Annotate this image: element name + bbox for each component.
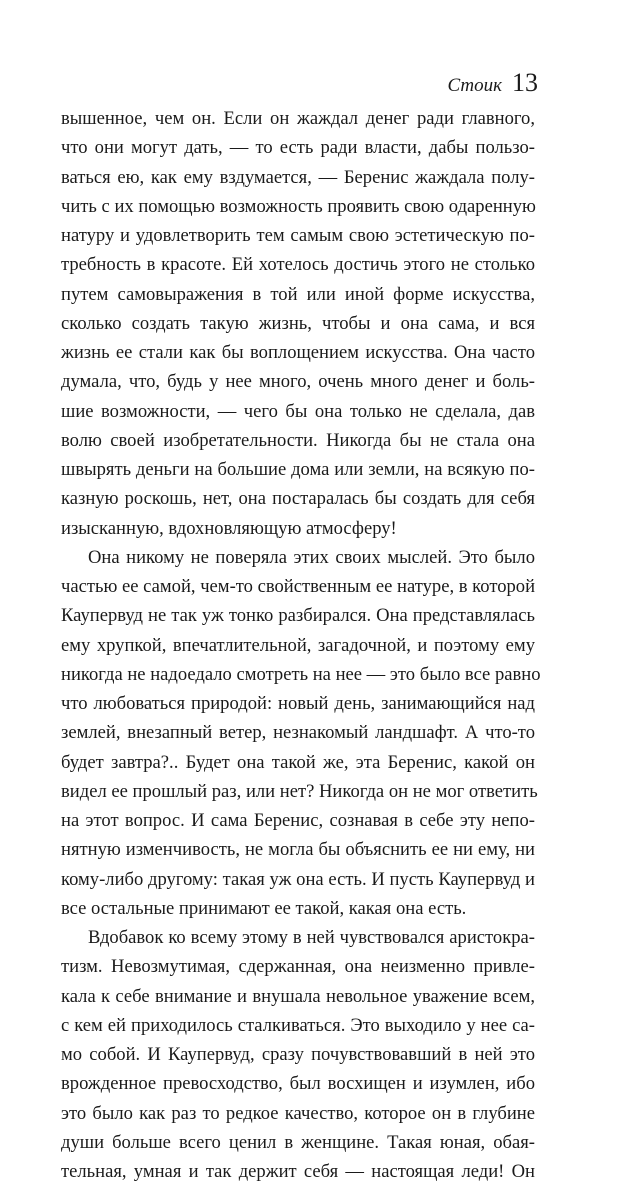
text-line: видел ее прошлый раз, или нет? Никогда он не мог ответить	[61, 780, 538, 802]
text-line: никогда не надоедало смотреть на нее — это было все равно	[61, 663, 541, 685]
text-line: тельная, умная и так держит себя — настоящая леди! Он	[61, 1161, 535, 1182]
text-line: вышенное, чем он. Если он жаждал денег ради главного,	[61, 108, 535, 129]
text-line: это было как раз то редкое качество, которое он в глубине	[61, 1102, 535, 1124]
text-line: с кем ей приходилось сталкиваться. Это выходило у нее са-	[61, 1014, 535, 1036]
text-line: что они могут дать, — то есть ради власти, дабы пользо-	[61, 137, 535, 159]
paragraph-last-line: все остальные принимают ее такой, какая она есть.	[61, 897, 467, 919]
text-line: врожденное превосходство, был восхищен и изумлен, ибо	[61, 1073, 535, 1095]
paragraph-first-line: Она никому не поверяла этих своих мыслей. Это было	[88, 546, 535, 568]
paragraph-last-line: изысканную, вдохновляющую атмосферу!	[61, 517, 397, 539]
text-line: натуру и удовлетворить тем самым свою эстетическую по-	[61, 225, 535, 246]
text-line: чить с их помощью возможность проявить свою одаренную	[61, 195, 536, 217]
text-line: на этот вопрос. И сама Беренис, сознавая в себе эту непо-	[61, 810, 535, 831]
text-line: тизм. Невозмутимая, сдержанная, она неизменно привле-	[61, 956, 535, 978]
text-line: будет завтра?.. Будет она такой же, эта Беренис, какой он	[61, 751, 535, 773]
text-line: волю своей изобретательности. Никогда бы не стала она	[61, 429, 535, 451]
text-line: кала к себе внимание и внушала невольное уважение всем,	[61, 985, 535, 1007]
text-line: Каупервуд не так уж тонко разбирался. Она представлялась	[61, 605, 535, 627]
page-number: 13	[512, 68, 538, 97]
text-line: землей, внезапный ветер, незнакомый ландшафт. А что-то	[61, 722, 535, 744]
text-line: думала, что, будь у нее много, очень много денег и боль-	[61, 371, 535, 393]
body-text	[61, 104, 541, 1186]
running-title: Стоик	[447, 75, 502, 96]
text-line: путем самовыражения в той или иной форме искусства,	[61, 283, 535, 305]
text-line: частью ее самой, чем-то свойственным ее натуре, в которой	[61, 576, 536, 597]
text-line: сколько создать такую жизнь, чтобы и она сама, и вся	[61, 312, 535, 334]
text-line: души больше всего ценил в женщине. Такая юная, обая-	[61, 1131, 535, 1153]
text-line: швырять деньги на большие дома или земли, на всякую по-	[61, 459, 535, 480]
text-line: нятную изменчивость, не могла бы объяснить ее ни ему, ни	[61, 839, 535, 861]
text-line: кому-либо другому: такая уж она есть. И пусть Каупервуд и	[61, 868, 535, 890]
page-header	[447, 68, 538, 98]
text-line: требность в красоте. Ей хотелось достичь этого не столько	[61, 254, 535, 276]
paragraph-first-line: Вдобавок ко всему этому в ней чувствовался аристокра-	[88, 927, 535, 948]
text-line: мо собой. И Каупервуд, сразу почувствовавший в ней это	[61, 1044, 535, 1065]
text-line: шие возможности, — чего бы она только не сделала, дав	[61, 400, 535, 422]
text-line: казную роскошь, нет, она постаралась бы создать для себя	[61, 488, 535, 510]
text-line: ему хрупкой, впечатлительной, загадочной, и поэтому ему	[61, 634, 535, 656]
text-line: жизнь ее стали как бы воплощением искусства. Она часто	[61, 342, 535, 363]
text-line: ваться ею, как ему вздумается, — Беренис жаждала полу-	[61, 166, 535, 188]
text-line: что любоваться природой: новый день, занимающийся над	[61, 693, 535, 714]
